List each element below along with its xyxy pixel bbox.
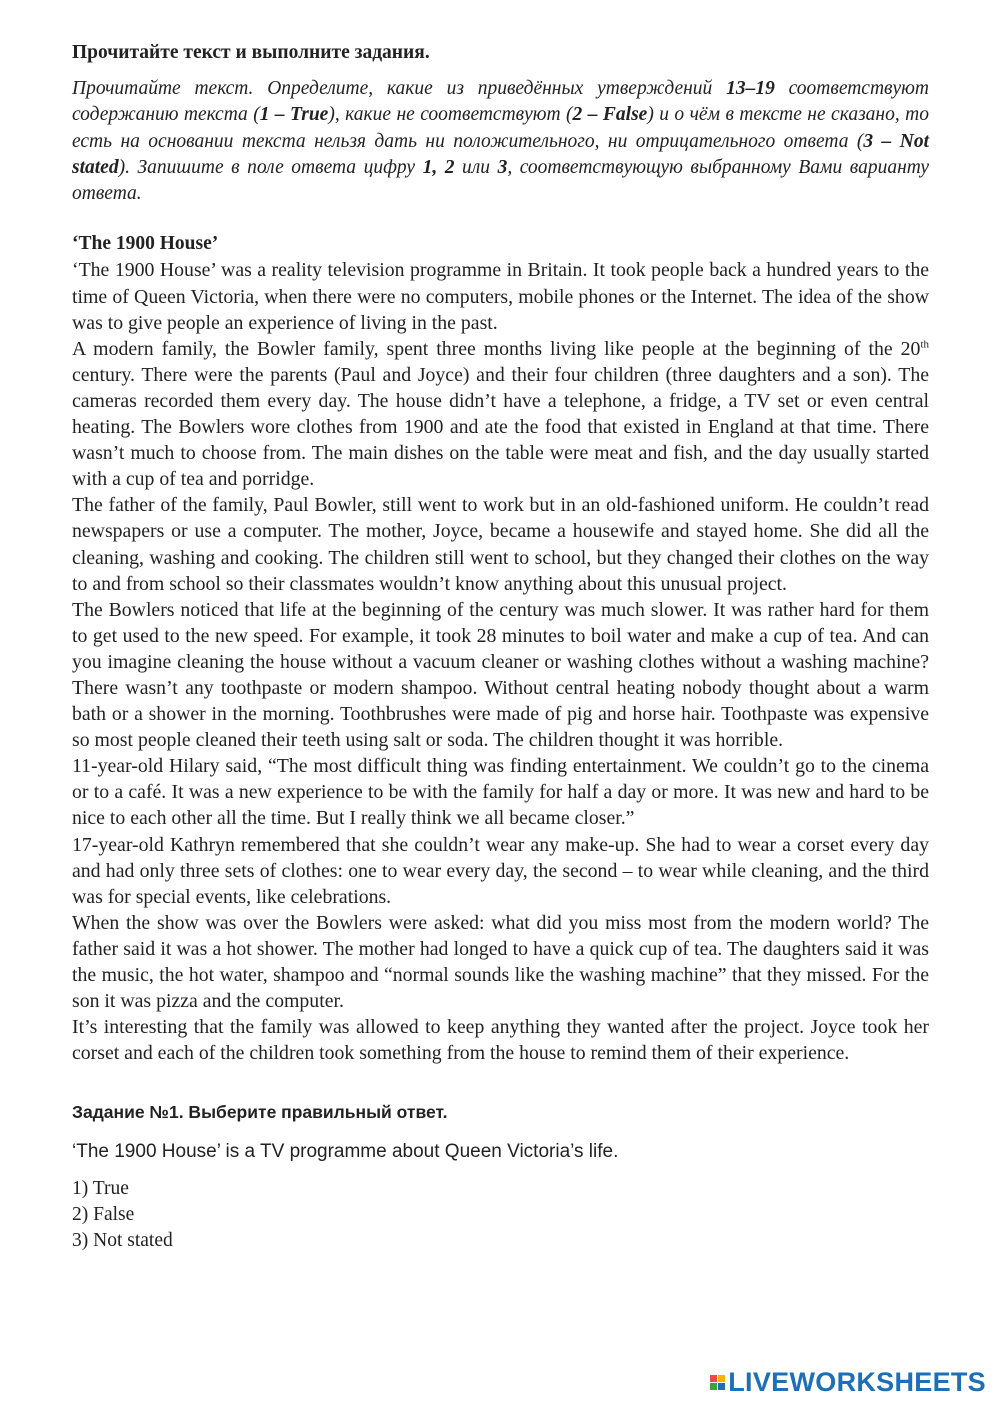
article-paragraph: The Bowlers noticed that life at the beginning of the century was much slower. It was rather hard for them to get used to the new speed. For example, it took 28 minutes to boil water and make a cup of tea. And can you imagine cleaning the house without a vacuum cleaner or washing clothes without a washing machine? There wasn’t any toothpaste or modern shampoo. Without central heating nobody thought about a warm bath or a shower in the morning. Toothbrushes were made of pig and horse hair. Toothpaste was expensive so most people cleaned their teeth using salt or soda. The children thought it was horrible. [72, 598, 929, 752]
option-true[interactable]: 1) True [72, 1178, 129, 1200]
logo-mark-icon [710, 1375, 725, 1390]
paragraph-text: A modern family, the Bowler family, spent three months living like people at the beginning of the 20 [72, 337, 921, 360]
paragraph-text: century. There were the parents (Paul and Joyce) and their four children (three daughters and a son). The cameras recorded them every day. The house didn’t have a telephone, a fridge, a TV set or even central heating. The Bowlers wore clothes from 1900 and ate the food that existed in England at that time. There wasn’t much to choose from. The main dishes on the table were meat and fish, and the day usually started with a cup of tea and porridge. [72, 363, 929, 491]
answer-options [72, 1176, 929, 1254]
instr-text-2: соответствуют содержанию текста ( [72, 78, 929, 126]
instr-bold-5: 1, 2 [422, 156, 455, 178]
option-not-stated[interactable]: 3) Not stated [72, 1230, 173, 1252]
instr-bold-6: 3 [497, 156, 508, 178]
superscript: th [920, 338, 929, 351]
task-question: ‘The 1900 House’ is a TV programme about Queen Victoria’s life. [72, 1141, 619, 1163]
logo-square-blue [718, 1383, 725, 1390]
logo-square-green [710, 1383, 717, 1390]
article-paragraph: 17-year-old Kathryn remembered that she couldn’t wear any make-up. She had to wear a corset every day and had only three sets of clothes: one to wear every day, the second – to wear while cleaning, and the third was for special events, like celebrations. [72, 833, 929, 908]
page-heading: Прочитайте текст и выполните задания. [72, 42, 430, 63]
instr-bold-2: 1 – True [259, 104, 329, 126]
instr-text-5: ). Запишите в поле ответа цифру [118, 156, 423, 178]
option-false[interactable]: 2) False [72, 1204, 135, 1226]
instr-bold-4: 3 – Not stated [72, 130, 929, 178]
instr-bold-3: 2 – False [572, 104, 648, 126]
instr-text-1: Прочитайте текст. Определите, какие из приведённых утверждений [72, 78, 727, 99]
article-paragraph [72, 336, 929, 493]
article-paragraph: When the show was over the Bowlers were asked: what did you miss most from the modern world? The father said it was a hot shower. The mother had longed to have a quick cup of tea. The daughters said it was the music, the hot water, shampoo and “normal sounds like the washing machine” that they missed. For the son it was pizza and the computer. [72, 911, 929, 1013]
logo-square-red [710, 1375, 717, 1382]
task-title: Задание №1. Выберите правильный ответ. [72, 1102, 448, 1123]
instr-bold-1: 13–19 [726, 78, 775, 99]
liveworksheets-logo[interactable] [710, 1367, 986, 1398]
instr-text-4: ) и о чём в тексте не сказано, то есть на основании текста нельзя дать ни положительного, ни отрицательного ответа ( [72, 104, 929, 152]
instr-text-6: или [454, 156, 498, 178]
worksheet-page [72, 40, 929, 1254]
article-paragraph: ‘The 1900 House’ was a reality television programme in Britain. It took people back a hundred years to the time of Queen Victoria, when there were no computers, mobile phones or the Internet. The idea of the show was to give people an experience of living in the past. [72, 259, 929, 334]
article-paragraph: It’s interesting that the family was allowed to keep anything they wanted after the project. Joyce took her corset and each of the children took something from the house to remind them of their experience. [72, 1016, 929, 1065]
instr-text-3: ), какие не соответствуют ( [328, 104, 573, 126]
logo-text: LIVEWORKSHEETS [728, 1367, 986, 1397]
instr-text-7: , соответствующую выбранному Вами варианту ответа. [72, 156, 929, 205]
article-paragraph: 11-year-old Hilary said, “The most difficult thing was finding entertainment. We couldn’t go to the cinema or to a café. It was a new experience to be with the family for half a day or more. It was new and hard to be nice to each other all the time. But I really think we all became closer.” [72, 755, 929, 830]
instructions [72, 76, 929, 207]
logo-square-yellow [718, 1375, 725, 1382]
article-title: ‘The 1900 House’ [72, 233, 219, 255]
article-paragraph: The father of the family, Paul Bowler, still went to work but in an old-fashioned uniform. He couldn’t read newspapers or use a computer. The mother, Joyce, became a housewife and stayed home. She did all the cleaning, washing and cooking. The children still went to school, but they changed their clothes on the way to and from school so their classmates wouldn’t know anything about this unusual project. [72, 494, 929, 595]
